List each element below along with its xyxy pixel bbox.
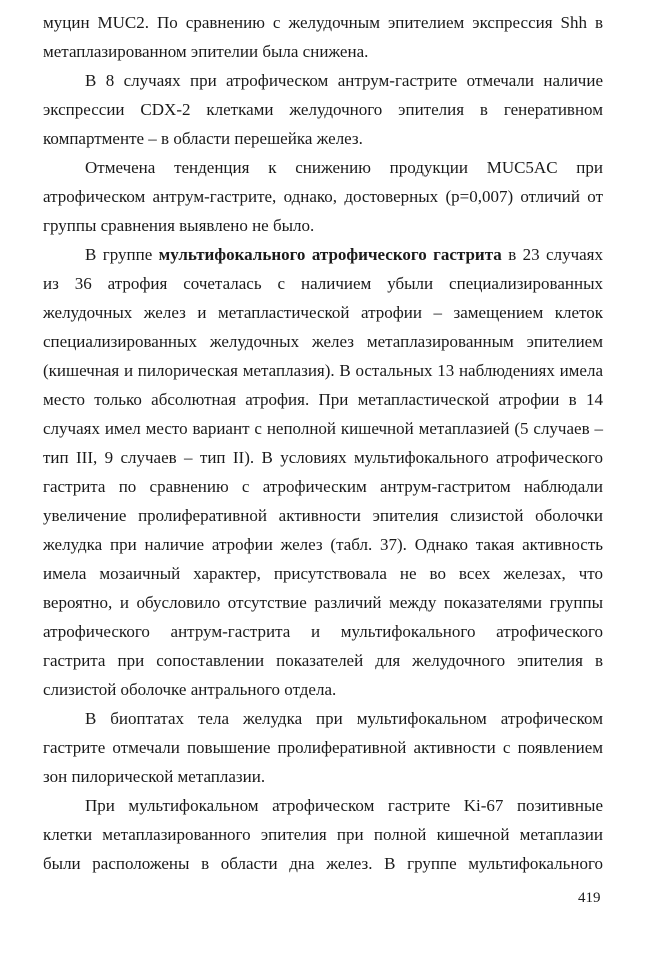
page-number: 419 bbox=[578, 890, 601, 906]
paragraph-5: В биоптатах тела желудка при мультифокальном атрофическом гастрите отмечали повышение пролиферативной активности с появлением зон пилорической метаплазии. bbox=[43, 709, 603, 786]
paragraph-6: При мультифокальном атрофическом гастрите Ki-67 позитивные клетки метаплазированного эпителия при полной кишечной метаплазии были расположены в области дна желез. В группе мультифокального bbox=[43, 796, 603, 873]
paragraph-2: В 8 случаях при атрофическом антрум-гастрите отмечали наличие экспрессии CDX-2 клетками желудочного эпителия в генеративном компартменте – в области перешейка желез. bbox=[43, 71, 603, 148]
paragraph-3: Отмечена тенденция к снижению продукции MUC5AC при атрофическом антрум-гастрите, однако, достоверных (p=0,007) отличий от группы сравнения выявлено не было. bbox=[43, 158, 603, 235]
paragraph-4 bbox=[43, 240, 603, 704]
paragraph-4-lead: В группе bbox=[85, 245, 159, 264]
paragraph-1: муцин MUC2. По сравнению с желудочным эпителием экспрессия Shh в метаплазированном эпителии была снижена. bbox=[43, 13, 603, 61]
paragraph-4-bold-term: мультифокального атрофического гастрита bbox=[158, 245, 502, 264]
paragraph-4-body: в 23 случаях из 36 атрофия сочеталась с наличием убыли специализированных желудочных желез и метапластической атрофии – замещением клеток специализированных желудочных желез метаплазированным эпителием (кишечная и пилорическая метаплазия). В остальных 13 наблюдениях имела место только абсолютная атрофия. При метапластической атрофии в 14 случаях имел место вариант с неполной кишечной метаплазией (5 случаев – тип III, 9 случаев – тип II). В условиях мультифокального атрофического гастрита по сравнению с атрофическим антрум-гастритом наблюдали увеличение пролиферативной активности эпителия слизистой оболочки желудка при наличие атрофии желез (табл. 37). Однако такая активность имела мозаичный характер, присутствовала не во всех железах, что вероятно, и обусловило отсутствие различий между показателями группы атрофического антрум-гастрита и мультифокального атрофического гастрита при сопоставлении показателей для желудочного эпителия в слизистой оболочке антрального отдела. bbox=[43, 245, 604, 699]
